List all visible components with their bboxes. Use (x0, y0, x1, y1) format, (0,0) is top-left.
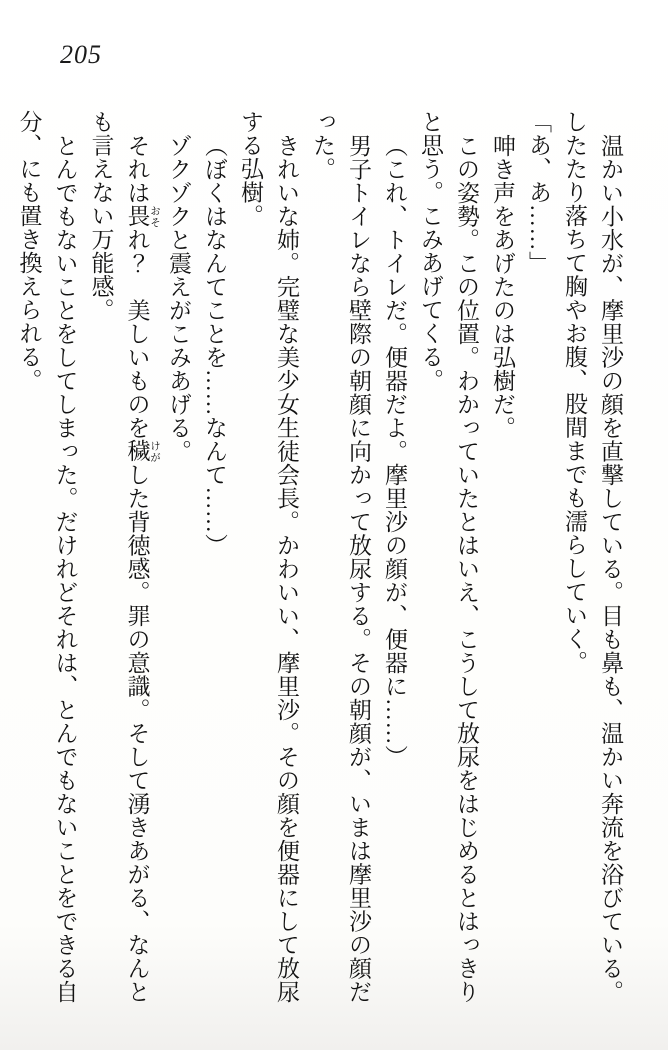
text-line: したたり落ちて胸やお腹、股間までも濡らしていく。 (562, 110, 587, 674)
text-line: とんでもないことをしてしまった。だけれどそれは、とんでもないことをできる自 (52, 133, 78, 1003)
text-line: 分、にも置き換えられる。 (16, 110, 42, 392)
furigana-text: けが (149, 439, 160, 463)
paragraph (484, 110, 520, 1018)
text-line: 呻き声をあげたのは弘樹だ。 (490, 133, 515, 439)
furigana-annotated-kanji: 畏 おそ (124, 204, 160, 228)
text-line: 「あ、あ……」 (526, 110, 551, 275)
furigana-annotated-kanji: 穢 けが (124, 439, 160, 463)
paragraph (376, 110, 412, 1018)
text-line: （これ、トイレだ。便器だよ。摩里沙の顔が、便器に……） (382, 133, 407, 768)
paragraph (556, 110, 628, 1018)
text-line: （ぼくはなんてことを……なんて……） (202, 133, 227, 557)
text-line: する弘樹。 (238, 110, 263, 228)
paragraph (160, 110, 196, 1018)
paragraph (196, 110, 232, 1018)
furigana-text: おそ (149, 204, 160, 228)
paragraph (520, 110, 556, 1018)
text-line: った。 (310, 110, 335, 181)
paragraph (412, 110, 484, 1018)
text-line: ゾクゾクと震えがこみあげる。 (166, 133, 191, 463)
text-line: 男子トイレなら壁際の朝顔に向かって放尿する。その朝顔が、いまは摩里沙の顔だ (346, 133, 371, 1003)
paragraph (83, 110, 161, 1018)
text-line: も言えない万能感。 (88, 110, 114, 322)
paragraph (11, 110, 83, 1018)
text-line: それは畏 おそれ？ 美しいものを穢 けがした背徳感。罪の意識。そして湧きあがる、なんと (124, 133, 160, 1003)
text-line: 温かい小水が、摩里沙の顔を直撃している。目も鼻も、温かい奔流を浴びている。 (598, 133, 623, 1003)
page-number: 205 (60, 40, 102, 69)
text-line: この姿勢。この位置。わかっていたとはいえ、こうして放尿をはじめるとはっきり (454, 133, 479, 1003)
text-line: きれいな姉。完璧な美少女生徒会長。かわいい、摩里沙。その顔を便器にして放尿 (274, 133, 299, 1003)
text-body (11, 110, 629, 1018)
paragraph (232, 110, 304, 1018)
text-line: と思う。こみあげてくる。 (418, 110, 443, 392)
paragraph (304, 110, 376, 1018)
